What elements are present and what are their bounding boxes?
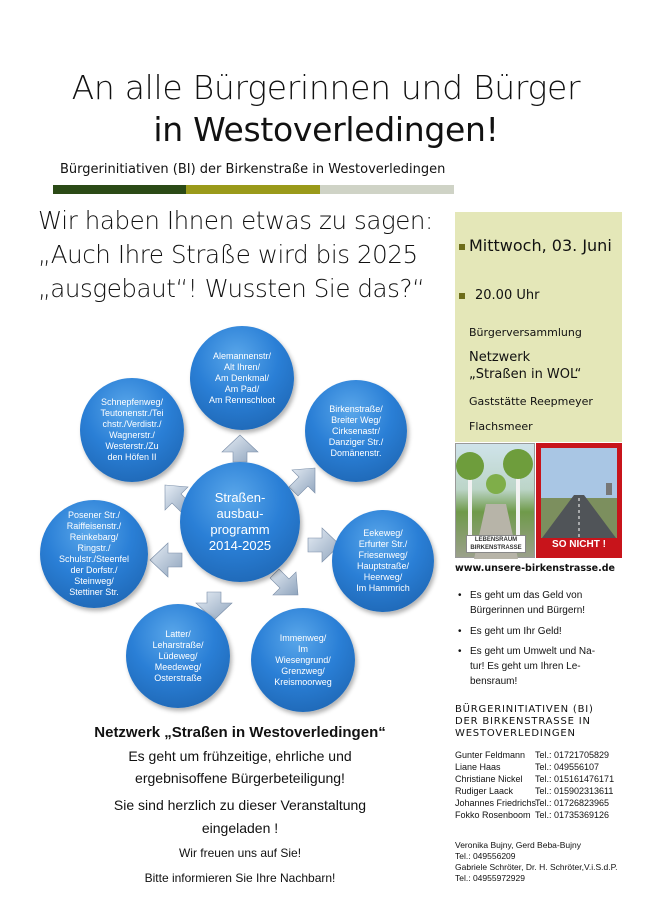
street-list-line: Immenweg/: [279, 632, 327, 643]
street-list-line: Stettiner Str.: [69, 587, 119, 597]
bullet-item: [458, 624, 623, 639]
street-list-line: Ringstr./: [77, 543, 111, 553]
street-list-line: Am Pad/: [224, 383, 260, 394]
photo-birch-road: [455, 443, 535, 558]
street-list-line: Heerweg/: [363, 572, 403, 582]
contact-name: Rudiger Laack: [455, 786, 514, 796]
street-list-line: Wiesengrund/: [275, 654, 331, 665]
question-line-1: Wir haben Ihnen etwas zu sagen:: [38, 206, 433, 235]
circle-bottom-right: [251, 608, 355, 712]
bottom-line-4: eingeladen !: [201, 820, 279, 836]
extra-contact-line: Veronika Bujny, Gerd Beba-Bujny: [455, 840, 581, 850]
street-list-line: Latter/: [165, 628, 191, 639]
network-line-1: Netzwerk: [469, 350, 531, 365]
contact-name: Gunter Feldmann: [455, 750, 526, 760]
org-block: [455, 704, 594, 740]
event-sidebar: [455, 212, 622, 442]
event-time-row: [459, 288, 539, 303]
street-list-line: Im: [298, 643, 308, 654]
bottom-line-1: Es geht um frühzeitige, ehrliche und: [128, 748, 352, 764]
question-line-3: „ausgebaut“! Wussten Sie das?“: [38, 274, 425, 303]
bullet-text: bensraum!: [470, 676, 518, 687]
arrow-down-right-icon: [270, 569, 298, 595]
street-list-line: Raiffeisenstr./: [66, 521, 122, 531]
subtitle: Bürgerinitiativen (BI) der Birkenstraße in Westoverledingen: [60, 162, 446, 177]
bullet-item: [458, 644, 623, 689]
title-line-2: in Westoverledingen!: [153, 110, 499, 149]
street-list-line: Cirksenastr/: [331, 425, 380, 436]
street-list-line: Lüdeweg/: [158, 650, 198, 661]
question-line-2: „Auch Ihre Straße wird bis 2025: [38, 240, 418, 269]
event-date-row: [459, 236, 612, 255]
bullet-text: Es geht um Ihr Geld!: [470, 626, 562, 637]
bullet-dot-icon: •: [458, 590, 462, 601]
street-list-line: Am Denkmal/: [214, 372, 269, 383]
center-label-line: programm: [210, 522, 270, 537]
bullet-dot-icon: •: [458, 626, 462, 637]
circle-right: [332, 510, 434, 612]
arrow-up-icon: [222, 435, 258, 462]
center-label-line: Straßen-: [214, 490, 266, 505]
street-list-line: Reinkebarg/: [69, 532, 119, 542]
bottom-line-3: Sie sind herzlich zu dieser Veranstaltung: [113, 797, 367, 813]
street-list-line: Grenzweg/: [281, 665, 325, 676]
color-bar-olive: [186, 185, 320, 194]
arrow-left-icon: [150, 543, 182, 577]
street-list-line: Kreismoorweg: [274, 676, 332, 687]
street-list-line: Domänenstr.: [330, 447, 382, 458]
contact-name: Liane Haas: [455, 762, 501, 772]
bottom-line-5: Wir freuen uns auf Sie!: [178, 846, 302, 860]
street-list-line: Osterstraße: [154, 672, 202, 683]
street-list-line: Danziger Str./: [328, 436, 384, 447]
bullet-text: tur! Es geht um Ihren Le-: [470, 661, 581, 672]
venue: Gaststätte Reepmeyer: [469, 395, 593, 408]
bullet-text: Es geht um das Geld von: [470, 590, 583, 601]
street-list-line: Westerstr./Zu: [105, 441, 159, 451]
bullet-square-icon: [459, 293, 465, 299]
bottom-line-2: ergebnisoffene Bürgerbeteiligung!: [135, 770, 345, 786]
extra-contact-line: Tel.: 049556209: [455, 851, 516, 861]
street-list-line: Erfurter Str./: [358, 539, 408, 549]
place: Flachsmeer: [469, 420, 533, 433]
street-list-line: Alt Ihren/: [223, 361, 260, 372]
contact-tel: Tel.: 015161476171: [535, 774, 615, 784]
contact-tel: Tel.: 01721705829: [535, 750, 610, 760]
street-list-line: Leharstraße/: [152, 639, 204, 650]
contact-tel: Tel.: 015902313611: [535, 786, 614, 796]
bullet-dot-icon: •: [458, 646, 462, 657]
street-list-line: Schnepfenweg/: [100, 397, 164, 407]
contact-tel: Tel.: 01726823965: [535, 798, 610, 808]
street-list-line: der Dorfstr./: [70, 565, 118, 575]
street-list-line: Steinweg/: [74, 576, 114, 586]
bullet-text: Es geht um Umwelt und Na-: [470, 646, 596, 657]
street-list-line: Meedeweg/: [154, 661, 202, 672]
org-line: BÜRGERINITIATIVEN (BI): [455, 704, 594, 715]
event-time: 20.00 Uhr: [475, 288, 540, 303]
photo-caption-line: BIRKENSTRASSE: [470, 545, 522, 551]
street-list-line: Posener Str./: [67, 510, 120, 520]
photo-so-nicht: [536, 443, 622, 558]
color-bar-grey: [320, 185, 454, 194]
org-line: DER BIRKENSTRASSE IN: [455, 716, 591, 727]
street-list-line: Friesenweg/: [358, 550, 408, 560]
circle-top-right: [305, 380, 407, 482]
street-list-line: Wagnerstr./: [109, 430, 155, 440]
street-list-line: Eekeweg/: [363, 528, 403, 538]
street-list-line: Breiter Weg/: [331, 414, 381, 425]
network-line-2: „Straßen in WOL“: [469, 367, 582, 382]
circle-left: [40, 500, 148, 608]
photo-so-nicht-caption: SO NICHT !: [552, 539, 606, 550]
street-list-line: Birkenstraße/: [329, 403, 383, 414]
extra-contact-line: Gabriele Schröter, Dr. H. Schröter,V.i.S.d.P.: [455, 862, 618, 872]
contact-name: Christiane Nickel: [455, 774, 523, 784]
extra-contact-line: Tel.: 04955972929: [455, 873, 525, 883]
bullet-item: [458, 588, 623, 618]
contact-tel: Tel.: 049556107: [535, 762, 600, 772]
network-heading: Netzwerk „Straßen in Westoverledingen“: [94, 724, 386, 741]
street-list-line: Teutonenstr./Tei: [100, 408, 164, 418]
event-type: Bürgerversammlung: [469, 326, 582, 339]
circle-bottom-left: [126, 604, 230, 708]
contact-name: Johannes Friedrichs: [455, 798, 537, 808]
circle-center: [180, 462, 300, 582]
bullet-square-icon: [459, 244, 465, 250]
bullet-text: Bürgerinnen und Bürgern!: [470, 605, 586, 616]
street-list-line: chstr./Verdistr./: [102, 419, 162, 429]
street-list-line: Im Hammrich: [356, 583, 410, 593]
title-line-1: An alle Bürgerinnen und Bürger: [71, 68, 581, 107]
street-list-line: Am Rennschloot: [208, 394, 276, 405]
circle-top-text: [209, 351, 275, 406]
circle-top: [190, 326, 294, 430]
street-list-line: Schulstr./Steenfel: [58, 554, 130, 564]
bottom-line-6: Bitte informieren Sie Ihre Nachbarn!: [144, 871, 336, 885]
contact-tel: Tel.: 01735369126: [535, 810, 610, 820]
org-line: WESTOVERLEDINGEN: [455, 728, 576, 739]
color-bar-dark: [53, 185, 186, 194]
extra-contacts: [455, 840, 645, 884]
street-list-line: Alemannenstr/: [212, 350, 271, 361]
contact-name: Fokko Rosenboom: [455, 810, 531, 820]
photo-caption-line: LEBENSRAUM: [474, 537, 518, 543]
center-label-line: 2014-2025: [208, 538, 272, 553]
arrow-up-right-icon: [289, 468, 315, 496]
street-list-line: den Höfen II: [107, 452, 157, 462]
event-date: Mittwoch, 03. Juni: [469, 236, 612, 255]
street-list-line: Hauptstraße/: [356, 561, 410, 571]
center-label-line: ausbau-: [216, 506, 264, 521]
circle-top-left: [80, 378, 184, 482]
website-url[interactable]: www.unsere-birkenstrasse.de: [455, 563, 615, 574]
